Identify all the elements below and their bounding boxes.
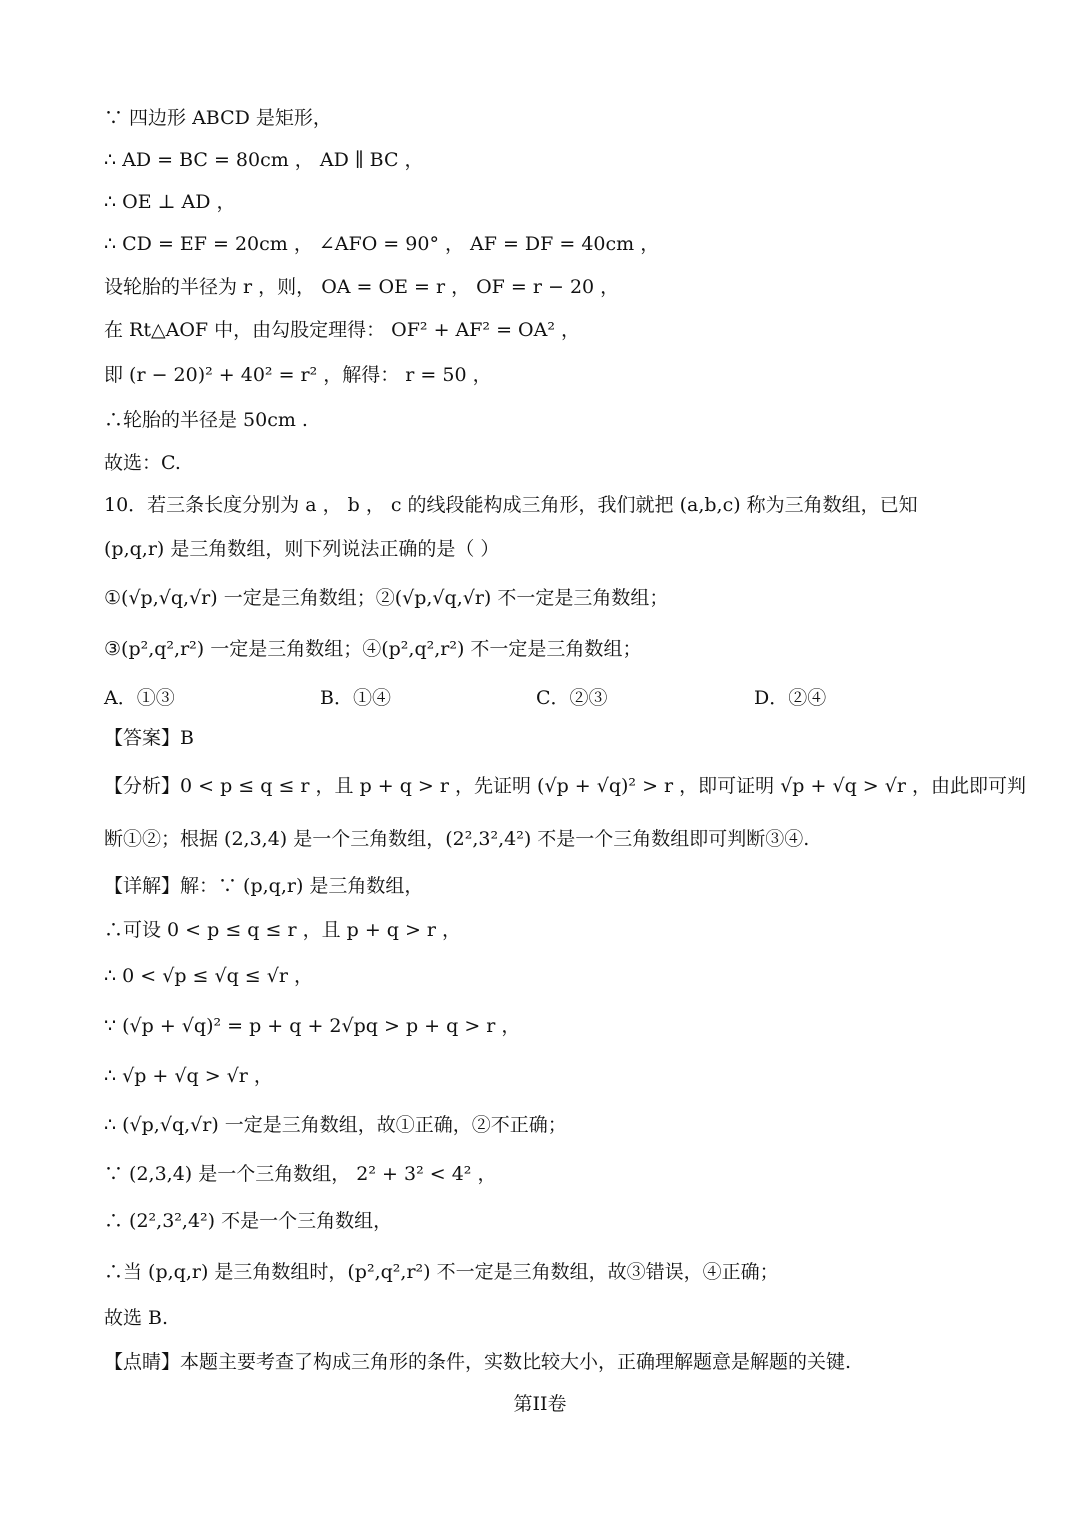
solution-line: ∴ AD = BC = 80cm ， AD ∥ BC ， xyxy=(104,149,424,171)
question-statement: ③(p²,q²,r²) 一定是三角数组；④(p²,q²,r²) 不一定是三角数组； xyxy=(104,638,642,660)
detail-line: 故选 B. xyxy=(104,1307,169,1329)
solution-line: 故选：C. xyxy=(104,452,181,474)
answer-options xyxy=(104,683,984,711)
detail-line: ∴当 (p,q,r) 是三角数组时，(p²,q²,r²) 不一定是三角数组，故③错误，④正确； xyxy=(104,1261,779,1283)
question-stem: 10．若三条长度分别为 a ， b ， c 的线段能构成三角形，我们就把 (a,b,c) 称为三角数组，已知 xyxy=(104,494,918,516)
question-stem: (p,q,r) 是三角数组，则下列说法正确的是（ ） xyxy=(104,538,500,560)
comment-line: 【点睛】本题主要考查了构成三角形的条件，实数比较大小，正确理解题意是解题的关键. xyxy=(104,1351,852,1373)
option-b: B．①④ xyxy=(320,687,391,709)
question-statement: ①(√p,√q,√r) 一定是三角数组；②(√p,√q,√r) 不一定是三角数组； xyxy=(104,587,669,609)
analysis-line: 【分析】0 < p ≤ q ≤ r ，且 p + q > r ，先证明 (√p + √q)² > r ，即可证明 √p + √q > √r ，由此即可判 xyxy=(104,775,1026,797)
option-c: C．②③ xyxy=(536,687,608,709)
solution-line: ∴ CD = EF = 20cm ， ∠AFO = 90° ， AF = DF = 40cm ， xyxy=(104,233,660,255)
detail-line: 【详解】解：∵ (p,q,r) 是三角数组， xyxy=(104,875,424,897)
solution-line: ∴轮胎的半径是 50cm . xyxy=(104,409,308,431)
option-a: A．①③ xyxy=(104,687,175,709)
detail-line: ∴ (2²,3²,4²) 不是一个三角数组， xyxy=(104,1210,393,1232)
detail-line: ∵ (√p + √q)² = p + q + 2√pq > p + q > r ， xyxy=(104,1015,521,1037)
answer-line: 【答案】B xyxy=(104,727,194,749)
detail-line: ∴ √p + √q > √r ， xyxy=(104,1065,273,1087)
detail-line: ∴可设 0 < p ≤ q ≤ r ，且 p + q > r ， xyxy=(104,919,462,941)
detail-line: ∴ (√p,√q,√r) 一定是三角数组，故①正确，②不正确； xyxy=(104,1114,567,1136)
solution-line: 即 (r − 20)² + 40² = r² ，解得： r = 50 ， xyxy=(104,364,492,386)
solution-line: ∵ 四边形 ABCD 是矩形， xyxy=(104,107,332,129)
solution-line: ∴ OE ⊥ AD ， xyxy=(104,191,236,213)
solution-line: 设轮胎的半径为 r ，则， OA = OE = r ， OF = r − 20 ， xyxy=(104,276,620,298)
solution-line: 在 Rt△AOF 中，由勾股定理得： OF² + AF² = OA² ， xyxy=(104,319,581,341)
detail-line: ∵ (2,3,4) 是一个三角数组， 2² + 3² < 4² ， xyxy=(104,1163,497,1185)
section-footer: 第II卷 xyxy=(513,1393,567,1415)
option-d: D．②④ xyxy=(754,687,827,709)
analysis-line: 断①②；根据 (2,3,4) 是一个三角数组，(2²,3²,4²) 不是一个三角数组即可判断③④. xyxy=(104,828,810,850)
detail-line: ∴ 0 < √p ≤ √q ≤ √r ， xyxy=(104,965,313,987)
